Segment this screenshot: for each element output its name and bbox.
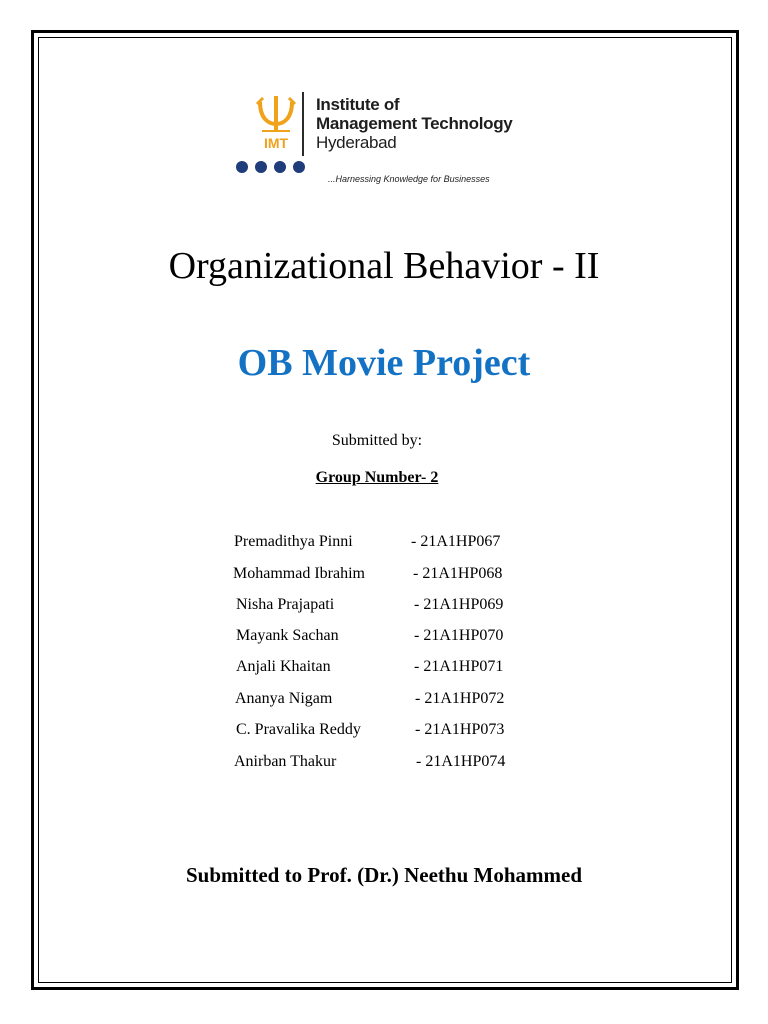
member-id: - 21A1HP069 — [414, 596, 504, 613]
member-name: Premadithya Pinni — [234, 533, 353, 550]
institute-logo — [236, 90, 526, 186]
project-title: OB Movie Project — [237, 342, 531, 384]
group-number: Group Number- 2 — [315, 469, 439, 486]
member-id: - 21A1HP071 — [414, 658, 504, 675]
institute-tagline: ...Harnessing Knowledge for Businesses — [328, 174, 490, 184]
member-id: - 21A1HP073 — [415, 721, 505, 738]
member-id: - 21A1HP072 — [415, 690, 505, 707]
member-name: Nisha Prajapati — [236, 596, 335, 613]
imt-emblem-icon — [254, 94, 298, 150]
logo-dots — [236, 160, 318, 174]
member-id: - 21A1HP070 — [414, 627, 504, 644]
member-name: Anirban Thakur — [234, 753, 337, 770]
logo-dot — [293, 161, 305, 173]
institute-name — [316, 95, 512, 152]
institute-name-line3: Hyderabad — [316, 133, 397, 152]
logo-dot — [255, 161, 267, 173]
member-name: Ananya Nigam — [235, 690, 333, 707]
document-title: Organizational Behavior - II — [168, 245, 600, 287]
logo-divider — [302, 92, 304, 156]
member-id: - 21A1HP067 — [411, 533, 501, 550]
member-name: C. Pravalika Reddy — [236, 721, 361, 738]
submitted-by-label: Submitted by: — [331, 432, 423, 449]
institute-name-line2: Management Technology — [316, 114, 513, 133]
member-id: - 21A1HP074 — [416, 753, 506, 770]
institute-name-line1: Institute of — [316, 95, 400, 114]
member-id: - 21A1HP068 — [413, 565, 503, 582]
member-name: Mohammad Ibrahim — [233, 565, 365, 582]
logo-dot — [236, 161, 248, 173]
emblem-text: IMT — [263, 135, 289, 150]
submitted-to: Submitted to Prof. (Dr.) Neethu Mohammed — [185, 863, 583, 887]
member-name: Anjali Khaitan — [236, 658, 331, 675]
member-name: Mayank Sachan — [236, 627, 339, 644]
logo-dot — [274, 161, 286, 173]
